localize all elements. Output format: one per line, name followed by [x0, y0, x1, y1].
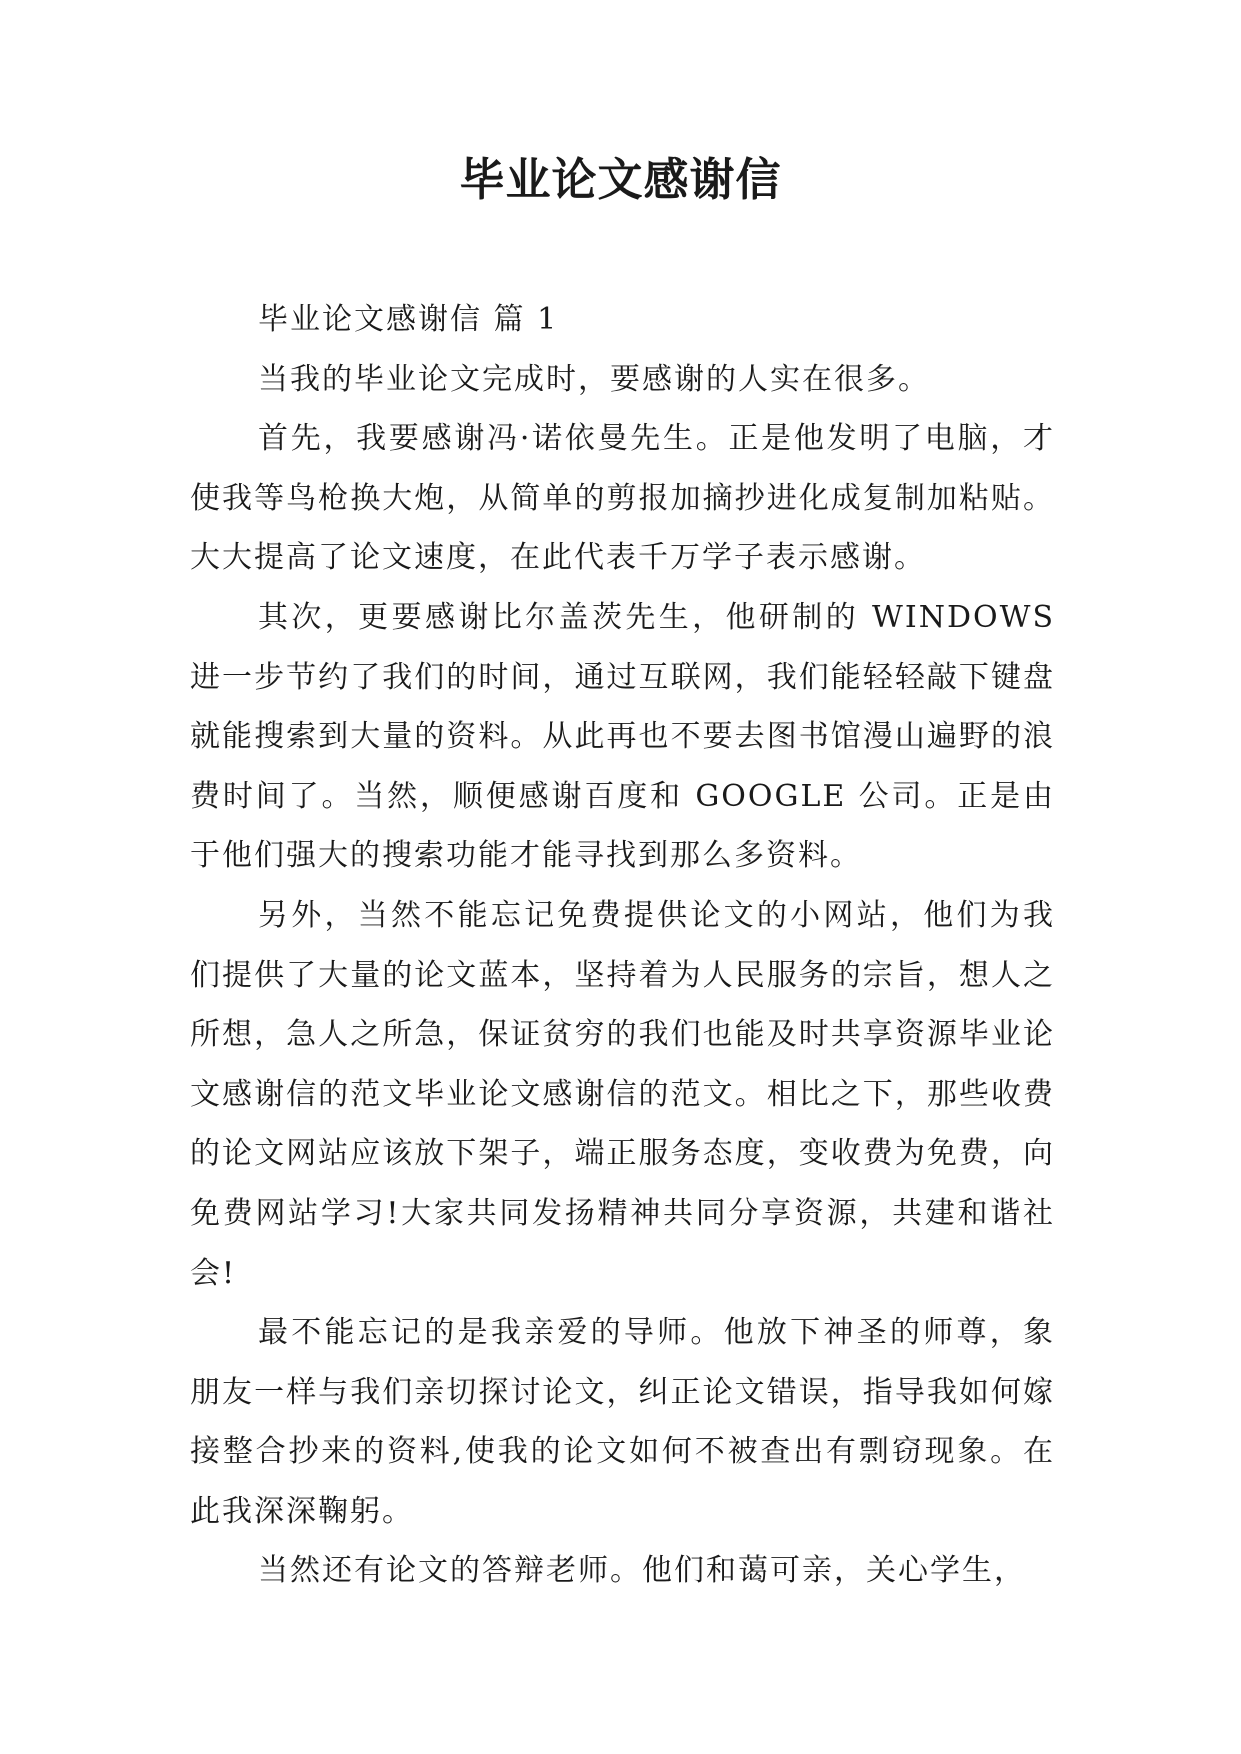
paragraph-third: 另外，当然不能忘记免费提供论文的小网站，他们为我们提供了大量的论文蓝本，坚持着为人民服务的宗旨，想人之所想，急人之所急，保证贫穷的我们也能及时共享资源毕业论文感谢信的范文毕业论文感谢信的范文。相比之下，那些收费的论文网站应该放下架子，端正服务态度，变收费为免费，向免费网站学习!大家共同发扬精神共同分享资源，共建和谐社会! [190, 897, 1055, 1291]
paragraph-fourth: 最不能忘记的是我亲爱的导师。他放下神圣的师尊，象朋友一样与我们亲切探讨论文，纠正论文错误，指导我如何嫁接整合抄来的资料,使我的论文如何不被查出有剽窃现象。在此我深深鞠躬。 [190, 1315, 1055, 1529]
document-body [190, 290, 1055, 1601]
paragraph-first: 首先，我要感谢冯·诺依曼先生。正是他发明了电脑，才使我等鸟枪换大炮，从简单的剪报加摘抄进化成复制加粘贴。大大提高了论文速度，在此代表千万学子表示感谢。 [190, 421, 1055, 576]
paragraph-fifth: 当然还有论文的答辩老师。他们和蔼可亲，关心学生， [258, 1553, 1026, 1589]
paragraph-second: 其次，更要感谢比尔盖茨先生，他研制的 WINDOWS 进一步节约了我们的时间，通过互联网，我们能轻轻敲下键盘就能搜索到大量的资料。从此再也不要去图书馆漫山遍野的浪费时间了。当然，顺便感谢百度和 GOOGLE 公司。正是由于他们强大的搜索功能才能寻找到那么多资料。 [190, 599, 1055, 874]
paragraph-intro: 当我的毕业论文完成时，要感谢的人实在很多。 [258, 361, 930, 397]
document-title: 毕业论文感谢信 [459, 153, 782, 206]
section-heading: 毕业论文感谢信 篇 1 [258, 302, 559, 337]
